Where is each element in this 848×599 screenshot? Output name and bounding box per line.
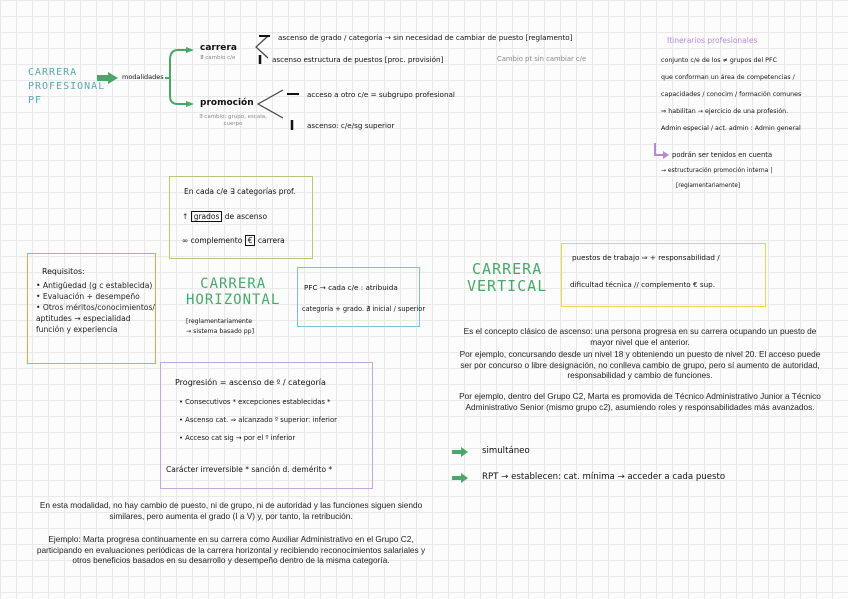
horizontal-title-line: HORIZONTAL [186, 292, 281, 308]
categorias-line-2 [182, 212, 267, 221]
itinerarios-line: ⇒ habilitan → ejercicio de una profesión. [661, 108, 789, 115]
vertical-paragraph-3: Por ejemplo, dentro del Grupo C2, Marta es promovida de Técnico Administrativo Junior a Técnico Administrativo Senior (mismo grupo c2), asumiendo roles y responsabilidades más avanzados. [459, 391, 821, 412]
vertical-box-line-2: dificultad técnica // complemento € sup. [570, 280, 715, 289]
pfc-line-2: categoría + grado. ∄ inicial / superior [302, 305, 426, 313]
itinerarios-estructuracion: → estructuración promoción interna | [661, 167, 773, 174]
modalidades-bracket [170, 50, 178, 104]
root-title [28, 66, 105, 108]
categorias-line-1: En cada c/e ∃ categorías prof. [184, 187, 296, 196]
root-title-line: CARRERA [28, 67, 78, 78]
progresion-box [160, 362, 373, 489]
categorias-box [169, 176, 313, 259]
promocion-item-2: ascenso: c/e/sg superior [307, 121, 395, 130]
root-arrow-head [108, 72, 118, 84]
progresion-title: Progresión = ascenso de º / categoría [175, 378, 326, 387]
horizontal-sub [186, 317, 254, 337]
pfc-box [297, 267, 426, 327]
vertical-title-line: VERTICAL [467, 277, 548, 295]
itinerarios-lines [661, 52, 801, 137]
modalidades-label: modalidades [122, 73, 164, 81]
requisitos-item: • Antigüedad (g c establecida) [36, 281, 153, 290]
itinerarios-arrow-head [663, 151, 669, 159]
promocion-item-1: acceso a otro c/e = subgrupo profesional [307, 90, 455, 99]
vertical-title-line: CARRERA [472, 260, 543, 278]
horizontal-sub-line: [reglamentariamente [186, 318, 253, 325]
categorias-line-2-suffix: de ascenso [224, 212, 268, 221]
promocion-label: promoción [200, 98, 254, 108]
requisitos-box [27, 253, 156, 364]
itinerarios-line: Admin especial / act. admin : Admin general [661, 125, 801, 132]
requisitos-title: Requisitos: [42, 267, 85, 276]
progresion-item: • Consecutivos * excepciones establecidas * [179, 398, 331, 406]
vertical-bullet-1: simultáneo [482, 446, 530, 456]
requisitos-item: • Otros méritos/conocimientos/ aptitudes → especialidad función y experiencia [36, 303, 155, 334]
horizontal-title [186, 276, 280, 308]
carrera-bracket [256, 36, 268, 58]
itinerarios-line: capacidades / conocim / formación comunes [661, 91, 802, 98]
carrera-sub: ∄ cambio c/e [200, 55, 236, 61]
itinerarios-line: conjunto c/e de los ≠ grupos del PFC [661, 57, 778, 64]
categorias-line-3 [182, 236, 285, 245]
vertical-bullet-2: RPT → establecen: cat. mínima → acceder a cada puesto [482, 472, 726, 482]
promocion-sub: ∃ cambio: grupo, escala, cuerpo [199, 114, 267, 127]
carrera-item-1: ascenso de grado / categoría → sin necesidad de cambiar de puesto [reglamento] [278, 33, 573, 42]
grados-boxed: grados [191, 211, 223, 222]
categorias-line-3-suffix: carrera [257, 236, 285, 245]
itinerarios-line: que conforman un área de competencias / [661, 74, 795, 81]
progresion-item: • Ascenso cat. ⇒ alcanzado º superior: inferior [179, 416, 337, 424]
horizontal-title-line: CARRERA [200, 276, 267, 292]
carrera-note: Cambio pt sin cambiar c/e [497, 55, 587, 63]
vertical-title [467, 261, 547, 295]
bullet-arrow-2-head [461, 473, 468, 483]
progresion-item: • Acceso cat sig → por el º inferior [179, 434, 296, 442]
vertical-box-line-1: puestos de trabajo ⇒ + responsabilidad / [572, 253, 720, 262]
euro-boxed: € [245, 235, 256, 246]
vertical-box [561, 243, 766, 307]
requisitos-list [30, 280, 156, 335]
root-title-line: PF [28, 95, 43, 106]
horizontal-sub-line: → sistema basado pp] [186, 328, 255, 335]
horizontal-paragraph-1: En esta modalidad, no hay cambio de puesto, ni de grupo, ni de autoridad y las funciones siguen siendo similares, pero aumenta el grado (I a V) y, por tanto, la retribución. [39, 500, 423, 521]
carrera-label: carrera [200, 43, 237, 53]
bullet-arrow-1-head [461, 447, 468, 457]
carrera-item-2: ascenso estructura de puestos [proc. provisión] [272, 55, 444, 64]
progresion-footer: Carácter irreversible * sanción d. demérito * [166, 465, 333, 474]
pfc-line-1: PFC → cada c/e : atribuida [304, 283, 398, 292]
vertical-paragraph-1: Es el concepto clásico de ascenso: una persona progresa en su carrera ocupando un puesto de mayor nivel que el anterior. [463, 326, 817, 347]
itinerarios-reglamentariamente: [reglamentariamente] [676, 183, 741, 189]
categorias-up-arrow: ↑ [182, 212, 189, 221]
horizontal-paragraph-2: Ejemplo: Marta progresa continuamente en su carrera como Auxiliar Administrativo en el Grupo C2, participando en evaluaciones periódicas de la carrera horizontal y recibiendo reconocimientos salariales y otros beneficios basados en su desarrollo y desempeño dentro de la misma categoría. [36, 534, 426, 566]
root-title-line: PROFESIONAL [28, 81, 106, 92]
requisitos-item: • Evaluación + desempeño [36, 292, 140, 301]
itinerarios-title: Itinerarios profesionales [667, 36, 758, 45]
vertical-paragraph-2: Por ejemplo, concursando desde un nivel 18 y obteniendo un puesto de nivel 20. El acceso puede ser por concurso o libre designación, no conlleva cambio de grupo, pero sí aumento de autoridad, responsabilidad y cambio de funciones. [459, 349, 821, 381]
complemento-label: ∞ complemento [182, 236, 243, 245]
itinerarios-tenidos: podrán ser tenidos en cuenta [672, 151, 773, 159]
